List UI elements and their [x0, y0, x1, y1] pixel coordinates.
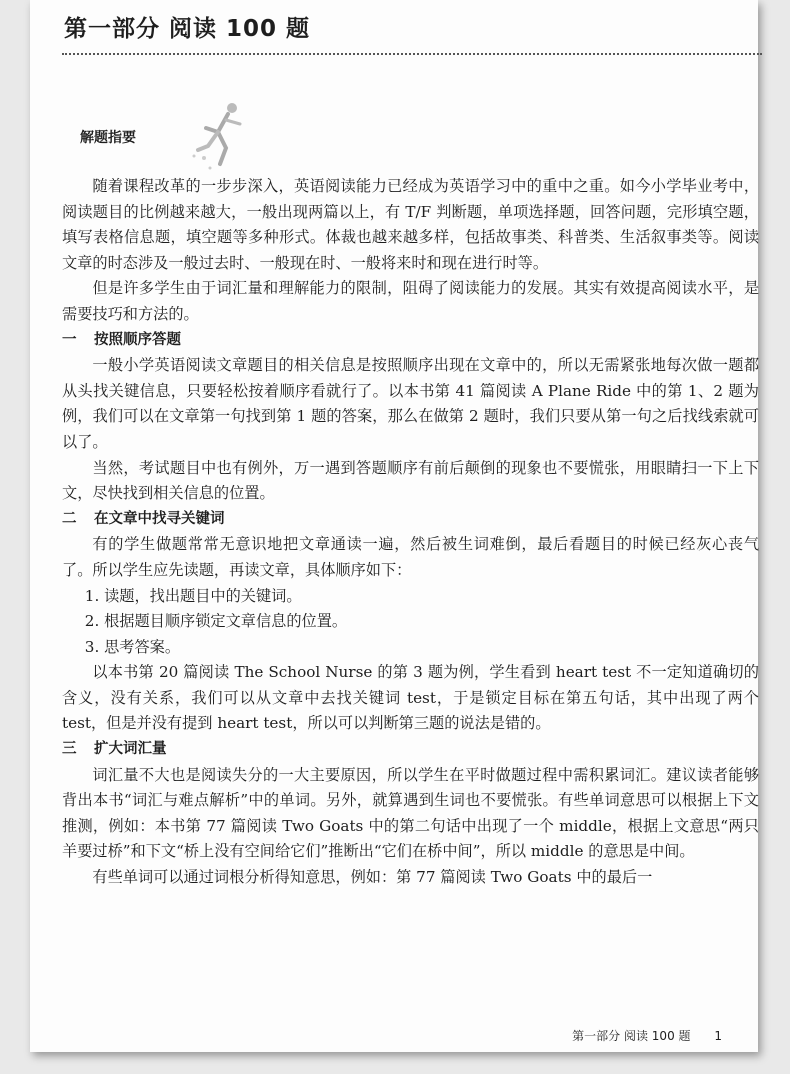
section-number: 三 — [62, 741, 77, 758]
running-figure-icon — [180, 98, 260, 178]
section-heading-2 — [62, 507, 759, 533]
guide-title: 解题指要 — [80, 130, 136, 146]
body-paragraph: 词汇量不大也是阅读失分的一大主要原因，所以学生在平时做题过程中需积累词汇。建议读者能够背出本书“词汇与难点解析”中的单词。另外，就算遇到生词也不要慌张。有些单词意思可以根据上下文推测，例如：本书第 77 篇阅读 Two Goats 中的第二句话中出现了一个 middle，根据上文意思“两只羊要过桥”和下文“桥上没有空间给它们”推断出“它们在桥中间”，所以 middle 的意思是中间。 — [62, 765, 759, 861]
page-header-title: 第一部分 阅读 100 题 — [64, 16, 311, 42]
body-text — [62, 174, 759, 891]
header-divider — [62, 53, 762, 55]
intro-paragraph: 但是许多学生由于词汇量和理解能力的限制，阻碍了阅读能力的发展。其实有效提高阅读水平，是需要技巧和方法的。 — [62, 279, 759, 323]
section-heading-1 — [62, 328, 759, 354]
page-number: 1 — [714, 1029, 722, 1043]
list-item: 3. 思考答案。 — [84, 637, 181, 656]
footer-label: 第一部分 阅读 100 题 — [572, 1029, 691, 1043]
body-paragraph: 一般小学英语阅读文章题目的相关信息是按照顺序出现在文章中的，所以无需紧张地每次做一题都从头找关键信息，只要轻松按着顺序看就行了。以本书第 41 篇阅读 A Plane Ride 中的第 1、2 题为例，我们可以在文章第一句找到第 1 题的答案，那么在做第 2 题时，我们只要从第一句之后找线索就可以了。 — [62, 356, 759, 451]
section-title: 在文章中找寻关键词 — [94, 510, 225, 527]
body-paragraph: 有的学生做题常常无意识地把文章通读一遍，然后被生词难倒，最后看题目的时候已经灰心丧气了。所以学生应先读题，再读文章，具体顺序如下： — [62, 535, 759, 579]
body-paragraph: 以本书第 20 篇阅读 The School Nurse 的第 3 题为例，学生看到 heart test 不一定知道确切的含义，没有关系，我们可以从文章中去找关键词 test，于是锁定目标在第五句话，其中出现了两个 test，但是并没有提到 heart test，所以可以判断第三题的说法是错的。 — [62, 663, 759, 733]
list-item: 1. 读题，找出题目中的关键词。 — [84, 586, 302, 605]
book-page — [30, 0, 758, 1052]
section-number: 二 — [62, 510, 77, 527]
list-item: 2. 根据题目顺序锁定文章信息的位置。 — [84, 612, 348, 631]
body-paragraph: 当然，考试题目中也有例外，万一遇到答题顺序有前后颠倒的现象也不要慌张，用眼睛扫一下上下文，尽快找到相关信息的位置。 — [62, 458, 759, 503]
intro-paragraph: 随着课程改革的一步步深入，英语阅读能力已经成为英语学习中的重中之重。如今小学毕业考中，阅读题目的比例越来越大，一般出现两篇以上，有 T/F 判断题，单项选择题，回答问题，完形填空题，填写表格信息题，填空题等多种形式。体裁也越来越多样，包括故事类、科普类、生活叙事类等。阅读文章的时态涉及一般过去时、一般现在时、一般将来时和现在进行时等。 — [62, 177, 759, 272]
section-heading-3 — [62, 737, 759, 763]
body-paragraph: 有些单词可以通过词根分析得知意思，例如：第 77 篇阅读 Two Goats 中的最后一 — [92, 868, 653, 887]
page-footer — [572, 1027, 722, 1044]
section-number: 一 — [62, 331, 77, 348]
section-title: 扩大词汇量 — [94, 741, 167, 758]
section-title: 按照顺序答题 — [94, 331, 181, 348]
